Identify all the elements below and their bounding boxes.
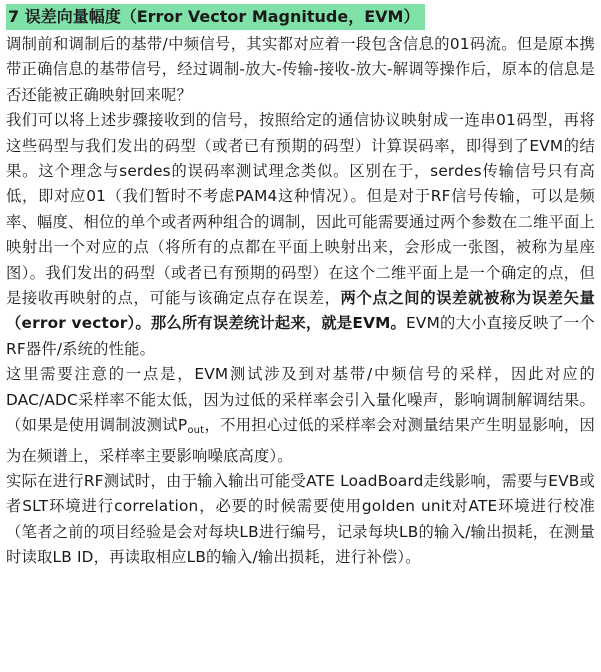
section-heading: 7 误差向量幅度（Error Vector Magnitude，EVM） <box>6 4 425 30</box>
pout-subscript: out <box>187 425 205 437</box>
paragraph-2-text-a: 我们可以将上述步骤接收到的信号，按照给定的通信协议映射成一连串01码型，再将这些码型与我们发出的码型（或者已有预期的码型）计算误码率，即得到了EVM的结果。这个理念与serdes的误码率测试理念类似。区别在于，serdes传输信号只有高低，即对应01（我们暂时不考虑PAM4这种情况）。但是对于RF信号传输，可以是频率、幅度、相位的单个或者两种组合的调制，因此可能需要通过两个参数在二维平面上映射出一个对应的点（将所有的点都在平面上映射出来，会形成一张图，被称为星座图）。我们发出的码型（或者已有预期的码型）在这个二维平面上是一个确定的点，但是接收再映射的点，可能与该确定点存在误差， <box>6 111 595 308</box>
paragraph-2 <box>6 108 595 362</box>
paragraph-3-text-a: 这里需要注意的一点是，EVM测试涉及到对基带/中频信号的采样，因此对应的DAC/ADC采样率不能太低，因为过低的采样率会引入量化噪声，影响调制解调结果。（如果是使用调制波测试P <box>6 365 595 435</box>
paragraph-2-emphasis: 两个点之间的误差就被称为误差矢量（error vector）。那么所有误差统计起来，就是EVM。 <box>6 289 596 333</box>
paragraph-3 <box>6 362 595 469</box>
paragraph-1: 调制前和调制后的基带/中频信号，其实都对应着一段包含信息的01码流。但是原本携带正确信息的基带信号，经过调制-放大-传输-接收-放大-解调等操作后，原本的信息是否还能被正确映射回来呢？ <box>6 35 595 104</box>
paragraph-2-text-b: EVM的大小直接反映了一个RF器件/系统的性能。 <box>6 314 595 358</box>
paragraph-3-text-b: ，不用担心过低的采样率会对测量结果产生明显影响，因为在频谱上，采样率主要影响噪底高度）。 <box>6 416 595 465</box>
paragraph-4: 实际在进行RF测试时，由于输入输出可能受ATE LoadBoard走线影响，需要与EVB或者SLT环境进行correlation，必要的时候需要使用golden unit对ATE环境进行校准（笔者之前的项目经验是会对每块LB进行编号，记录每块LB的输入/输出损耗，在测量时读取LB ID，再读取相应LB的输入/输出损耗，进行补偿）。 <box>6 471 595 567</box>
